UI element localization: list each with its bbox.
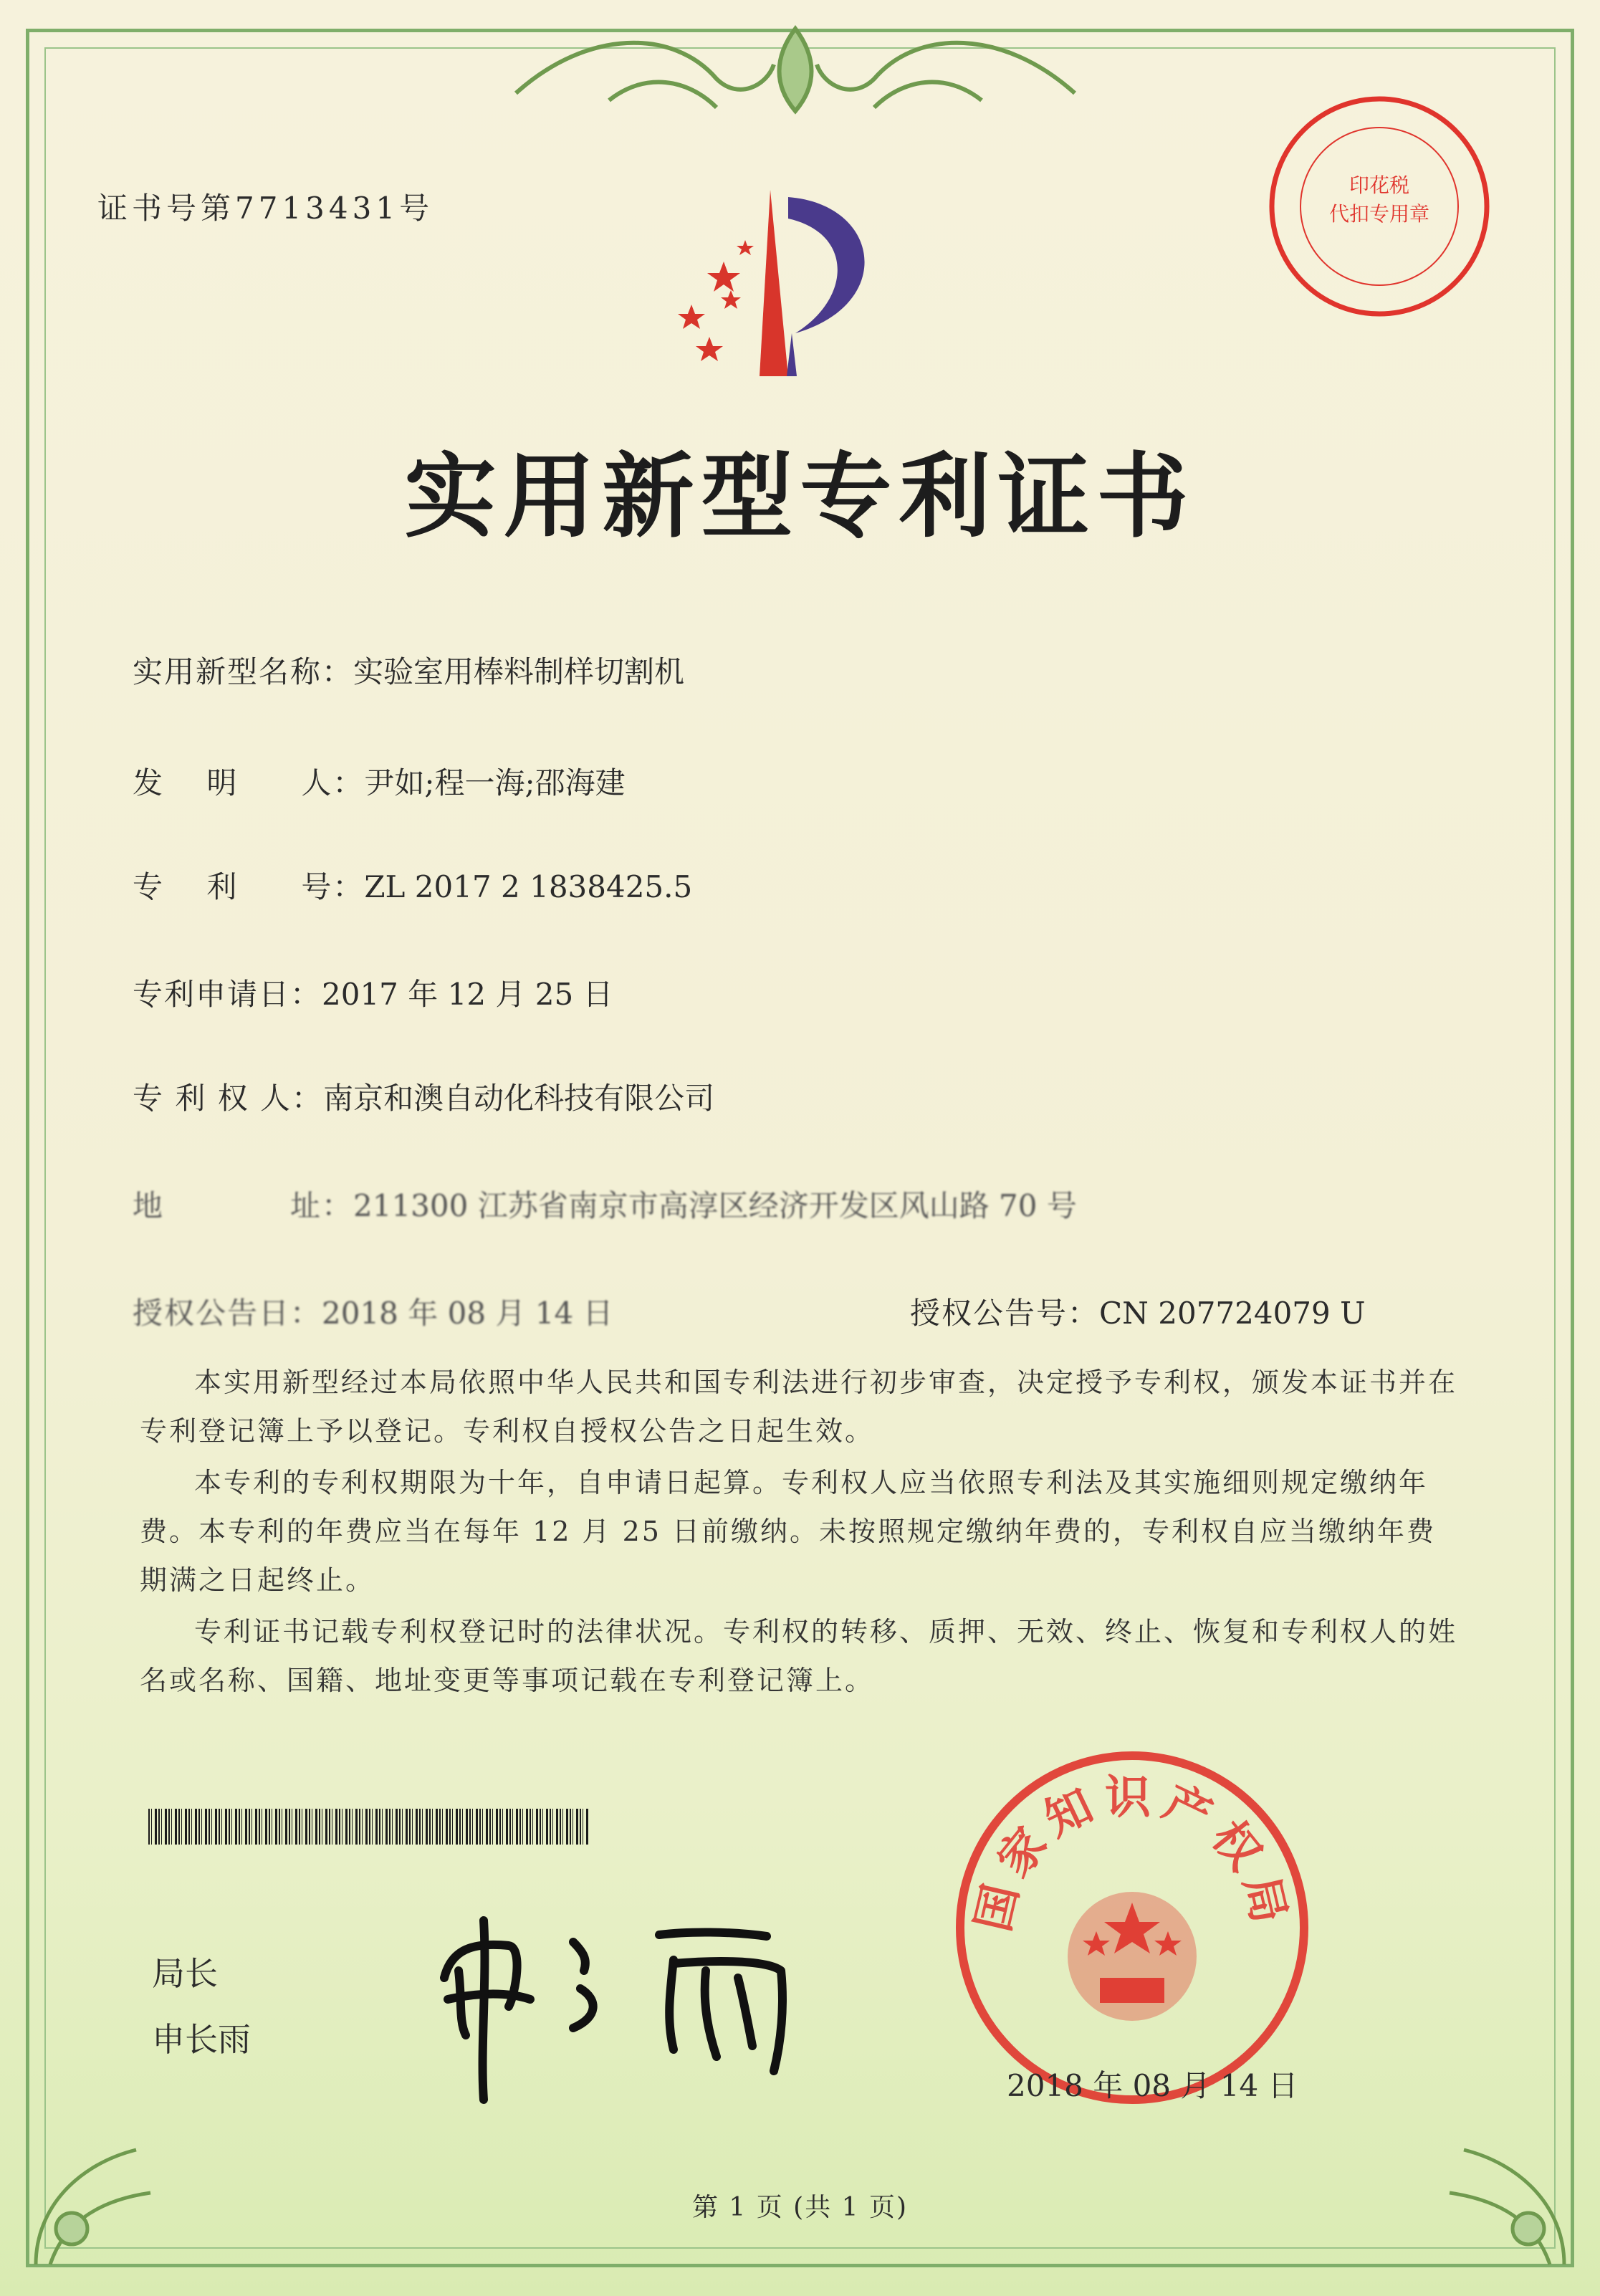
- certificate-number-suffix: 号: [399, 191, 434, 226]
- national-ip-office-seal: [953, 1749, 1311, 2107]
- svg-text:印花税: 印花税: [1348, 173, 1410, 197]
- field-value: 211300 江苏省南京市高淳区经济开发区风山路 70 号: [353, 1188, 1077, 1223]
- field-label: 专利申请日：: [133, 977, 322, 1012]
- field-label: 发 明 人：: [133, 765, 365, 800]
- field-value: 南京和澳自动化科技有限公司: [323, 1081, 715, 1116]
- field-label: 实用新型名称：: [133, 654, 354, 689]
- page-number: 第 1 页 (共 1 页): [691, 2193, 909, 2222]
- body-paragraph-3: 专利证书记载专利权登记时的法律状况。专利权的转移、质押、无效、终止、恢复和专利权人的姓名或名称、国籍、地址变更等事项记载在专利登记簿上。: [140, 1616, 1458, 1696]
- director-name: 申长雨: [152, 2020, 251, 2059]
- issue-date: 2018 年 08 月 14 日: [1007, 2068, 1298, 2103]
- certificate-body: [140, 1358, 1462, 1708]
- field-label: 专 利 权 人：: [133, 1081, 324, 1116]
- field-patent-number: [133, 864, 692, 907]
- certificate-title: 实用新型专利证书: [404, 444, 1196, 550]
- director-title: 局长: [152, 1954, 218, 1993]
- field-grant-number: [910, 1290, 1366, 1333]
- field-value: CN 207724079 U: [1099, 1296, 1366, 1331]
- top-ornament: [502, 14, 1089, 122]
- body-paragraph-2: 本专利的专利权期限为十年，自申请日起算。专利权人应当依照专利法及其实施细则规定缴纳年费。本专利的年费应当在每年 12 月 25 日前缴纳。未按照规定缴纳年费的，专利权自应当缴纳年费期满之日起终止。: [140, 1467, 1437, 1596]
- field-address: [133, 1182, 1077, 1225]
- director-signature: [430, 1892, 803, 2107]
- tax-stamp: [1265, 92, 1494, 321]
- svg-text:国家知识产权局: 国家知识产权局: [967, 1771, 1298, 1937]
- field-label: 专 利 号：: [133, 869, 365, 904]
- barcode: [148, 1809, 589, 1845]
- field-value: ZL 2017 2 1838425.5: [364, 869, 693, 904]
- svg-text:代扣专用章: 代扣专用章: [1328, 202, 1430, 226]
- certificate-number-value: 7713431: [235, 191, 400, 226]
- field-utility-model-name: [133, 649, 684, 692]
- field-value: 2018 年 08 月 14 日: [322, 1296, 613, 1331]
- patent-office-emblem-icon: [645, 176, 917, 391]
- field-value: 2017 年 12 月 25 日: [322, 977, 613, 1012]
- field-grant-date: [133, 1290, 613, 1333]
- field-label: 地 址：: [133, 1188, 354, 1223]
- field-value: 尹如;程一海;邵海建: [364, 765, 626, 800]
- field-patentee: [133, 1075, 714, 1118]
- field-inventors: [133, 760, 626, 803]
- body-paragraph-1: 本实用新型经过本局依照中华人民共和国专利法进行初步审查，决定授予专利权，颁发本证书并在专利登记簿上予以登记。专利权自授权公告之日起生效。: [140, 1367, 1458, 1447]
- field-value: 实验室用棒料制样切割机: [353, 654, 685, 689]
- field-label: 授权公告日：: [133, 1296, 322, 1331]
- certificate-number-label: 证书号第: [97, 191, 236, 226]
- certificate-number: [97, 185, 433, 228]
- field-label: 授权公告号：: [910, 1296, 1100, 1331]
- field-filing-date: [133, 971, 613, 1014]
